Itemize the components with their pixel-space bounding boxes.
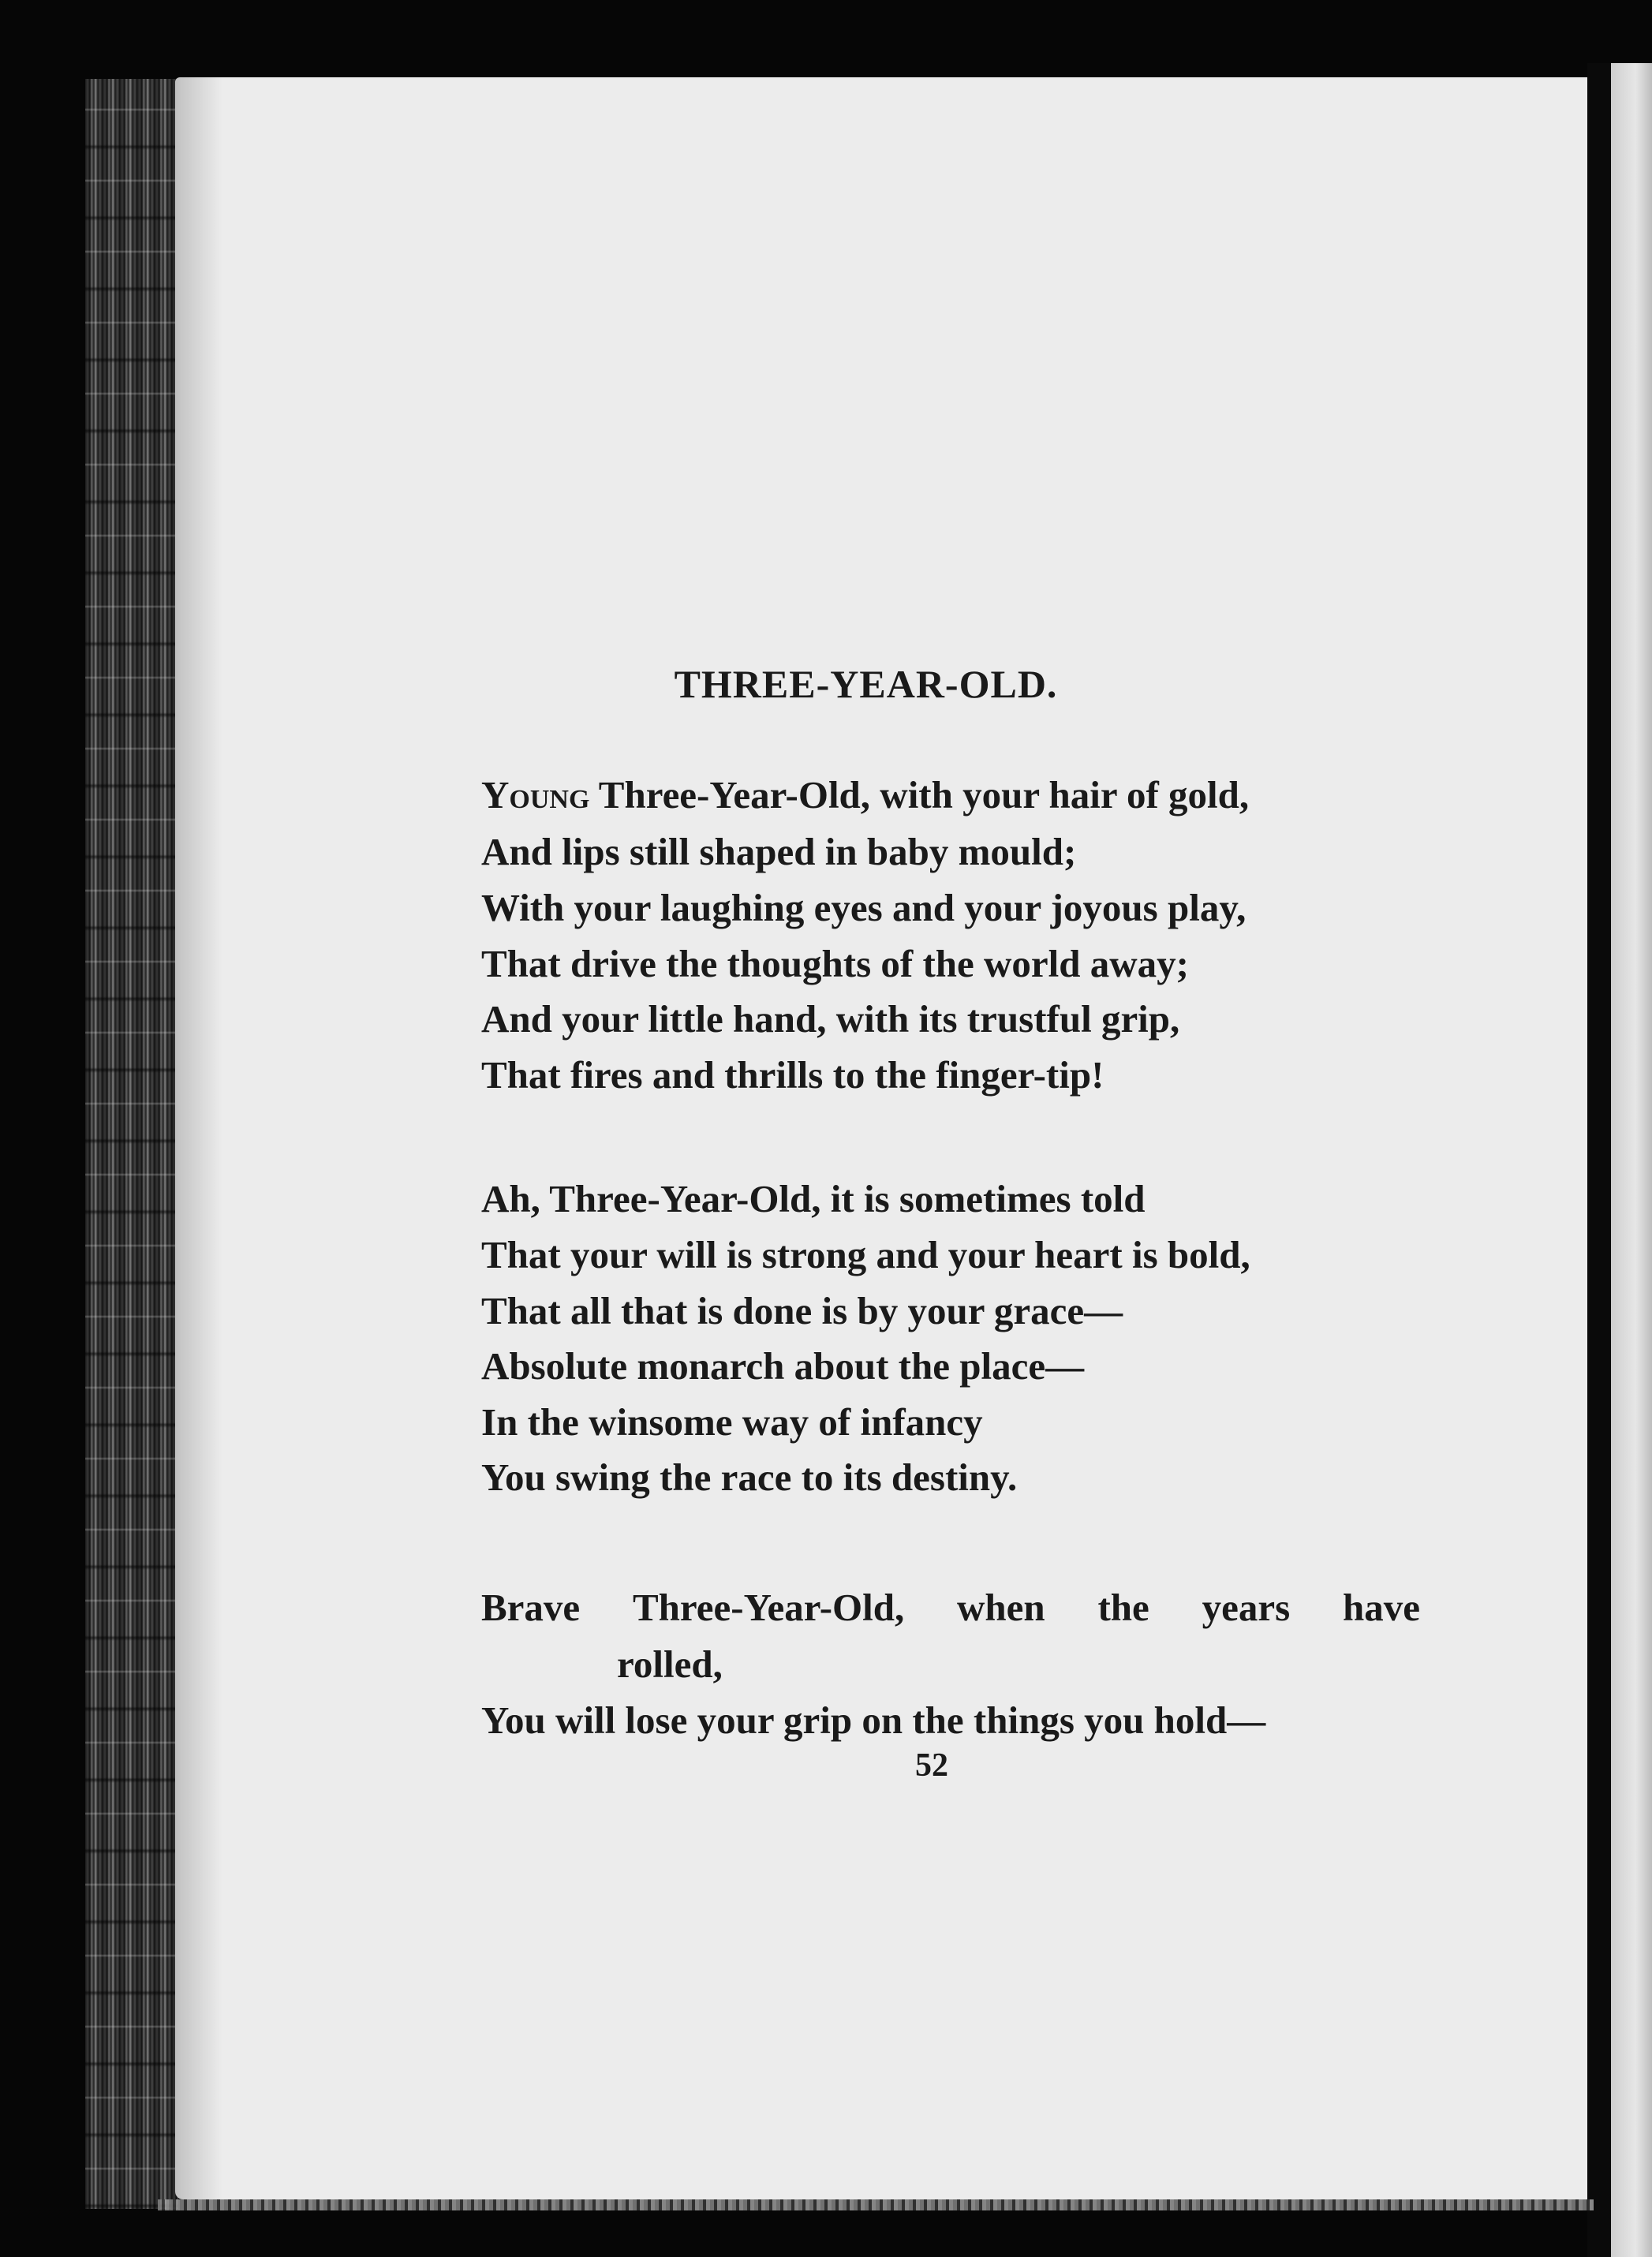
stanza3-line1-word: when	[957, 1586, 1045, 1629]
stanza2-line6: You swing the race to its destiny.	[481, 1455, 1018, 1499]
stanza1-line5: And your little hand, with its trustful grip,	[481, 997, 1180, 1041]
stanza1-line3: With your laughing eyes and your joyous play,	[481, 886, 1246, 929]
stanza3-line1-continued: rolled,	[617, 1642, 723, 1686]
stanza3-line1-word: Three-Year-Old,	[632, 1586, 905, 1629]
stanza2-line2: That your will is strong and your heart is bold,	[481, 1233, 1250, 1276]
stanza3-line1-word: have	[1342, 1586, 1420, 1629]
stanza3-line1	[481, 1584, 1420, 1631]
stanza2-line1: Ah, Three-Year-Old, it is sometimes told	[481, 1177, 1146, 1220]
stanza3-line1-word: years	[1202, 1586, 1291, 1629]
stanza3-line2: You will lose your grip on the things you hold—	[481, 1698, 1266, 1742]
stanza2-line3: That all that is done is by your grace—	[481, 1289, 1123, 1332]
stanza1-line1-lead: Young	[481, 773, 590, 816]
page-number: 52	[915, 1747, 948, 1784]
stanza1-line1	[481, 772, 1249, 819]
poem-title: THREE-YEAR-OLD.	[674, 662, 1058, 706]
stanza3-line1-word: the	[1097, 1586, 1149, 1629]
right-gutter	[1587, 63, 1611, 2257]
stanza1-line6: That fires and thrills to the finger-tip!	[481, 1053, 1104, 1097]
stanza2-line4: Absolute monarch about the place—	[481, 1344, 1085, 1388]
stanza1-line4: That drive the thoughts of the world away;	[481, 942, 1189, 985]
poem-body	[481, 0, 1420, 2257]
stanza3-line1-word: Brave	[481, 1586, 581, 1629]
stanza2-line5: In the winsome way of infancy	[481, 1400, 983, 1444]
stanza1-line2: And lips still shaped in baby mould;	[481, 830, 1077, 873]
stanza1-line1-rest: Three-Year-Old, with your hair of gold,	[598, 773, 1250, 816]
page-gutter-shadow	[175, 77, 222, 2199]
page-stack-streaks	[85, 79, 178, 2209]
facing-page-edge	[1611, 63, 1652, 2257]
